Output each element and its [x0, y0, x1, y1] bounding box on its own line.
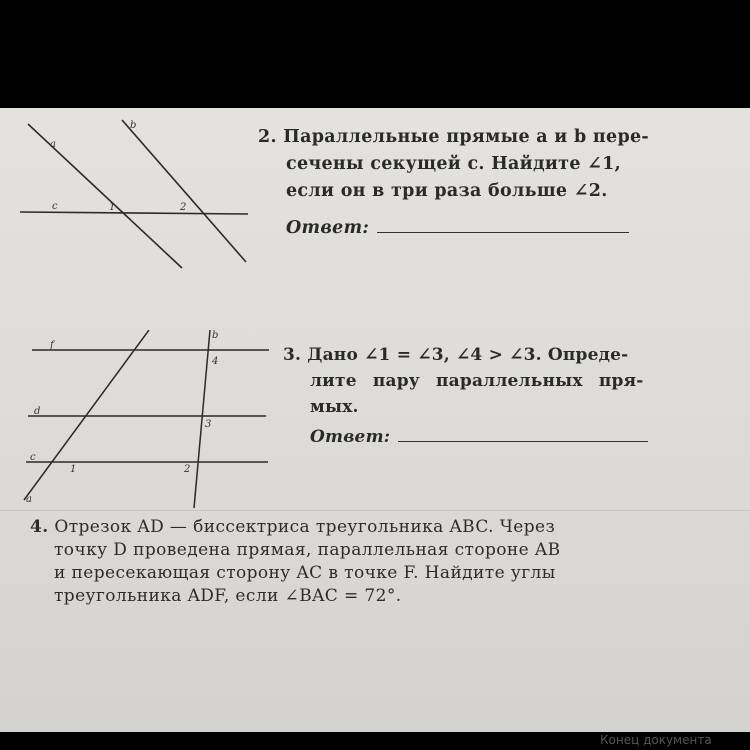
label-a: a: [50, 139, 56, 150]
label-c: c: [30, 452, 36, 463]
label-angle3: 3: [205, 419, 212, 430]
task2-answer-label: Ответ:: [286, 218, 370, 238]
label-d: d: [34, 406, 41, 417]
task2-text-line3: если он в три раза больше ∠2.: [286, 181, 608, 201]
label-a: a: [26, 494, 32, 505]
task3-figure: [14, 330, 274, 510]
task4-text-line4: треугольника ADF, если ∠BAC = 72°.: [54, 586, 402, 606]
task4-number: 4.: [30, 517, 49, 537]
worksheet-page: [0, 108, 750, 732]
task3: [283, 342, 648, 450]
line-b: [122, 120, 246, 262]
task3-answer-label: Ответ:: [310, 427, 391, 447]
task2-text-line2: сечены секущей c. Найдите ∠1,: [286, 154, 621, 174]
label-f: f: [50, 340, 54, 351]
task2: [258, 124, 649, 242]
task4-text-line2: точку D проведена прямая, параллельная стороне AB: [54, 540, 561, 560]
task3-number: 3.: [283, 345, 302, 365]
label-angle1: 1: [109, 202, 116, 213]
task4-text-line3: и пересекающая сторону AC в точке F. Найдите углы: [54, 563, 556, 583]
label-b: b: [212, 330, 219, 341]
task2-answer-field[interactable]: [377, 232, 629, 233]
task3-text-line3: мых.: [310, 397, 359, 417]
footer-text: Конец документа: [600, 733, 712, 747]
label-angle4: 4: [212, 356, 219, 367]
label-angle2: 2: [180, 202, 187, 213]
line-c: [20, 212, 248, 214]
task3-text-line2: лите пару параллельных пря-: [310, 371, 644, 391]
task4-text-line1: Отрезок AD — биссектриса треугольника ABC. Через: [54, 517, 556, 537]
task2-figure: [10, 112, 255, 274]
task2-text-line1: Параллельные прямые a и b пере-: [283, 127, 649, 147]
line-a: [24, 330, 149, 500]
divider: [0, 510, 750, 511]
label-angle1: 1: [70, 464, 77, 475]
task3-answer-field[interactable]: [398, 441, 648, 442]
task3-text-line1: Дано ∠1 = ∠3, ∠4 > ∠3. Опреде-: [307, 345, 629, 365]
label-angle2: 2: [184, 464, 191, 475]
label-b: b: [130, 120, 137, 131]
task4: [30, 516, 560, 608]
label-c: c: [52, 201, 58, 212]
task2-number: 2.: [258, 127, 277, 147]
